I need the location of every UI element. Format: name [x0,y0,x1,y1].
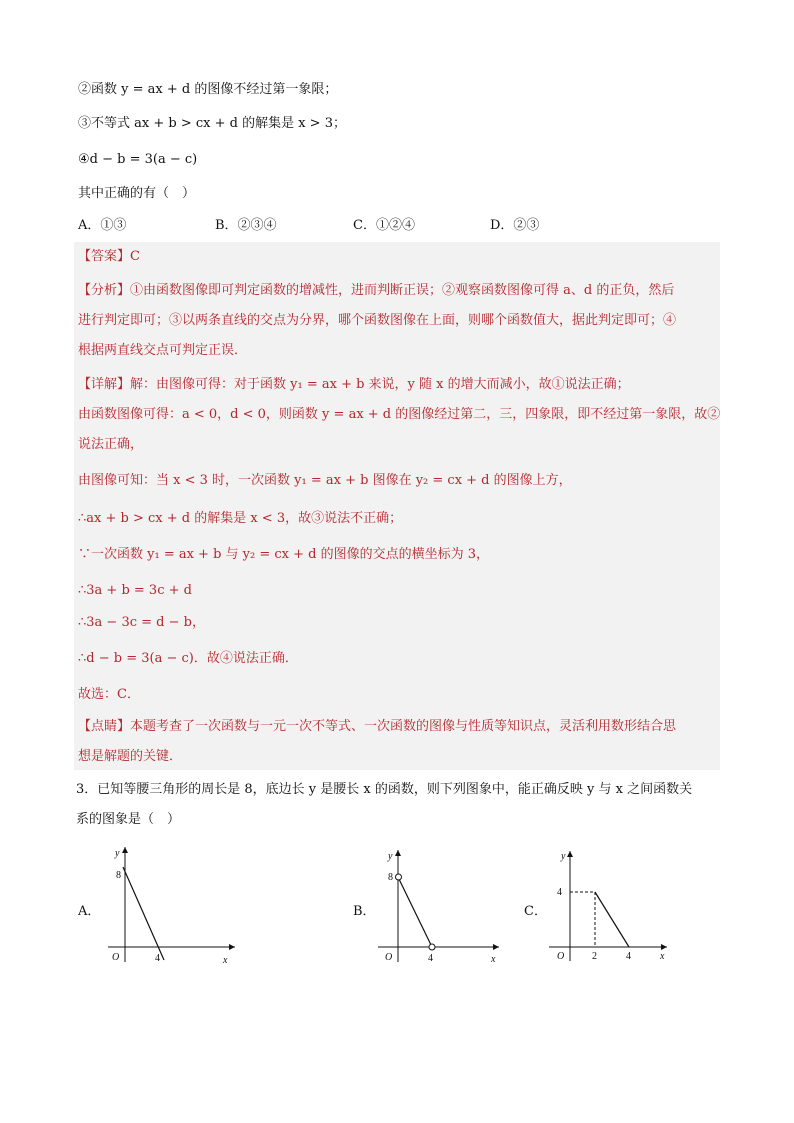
option-a: A．①③ [78,218,127,233]
figure-a-label: A． [78,904,101,919]
option-d: D．②③ [490,218,540,233]
origin-label: O [112,952,120,963]
analysis-line-2: 进行判定即可；③以两条直线的交点为分界，哪个函数图像在上面，则哪个函数值大，据此判定即可；④ [78,313,677,328]
y-axis-label: y [561,851,566,862]
question-3-line-2: 系的图象是（ ） [76,812,181,827]
answer-value: C [130,249,140,264]
y-tick-8: 8 [116,870,121,881]
y-tick-4: 4 [557,887,562,898]
detail-line-2: 由函数图像可得：a < 0，d < 0，则函数 y = ax + d 的图像经过第二，三，四象限，即不经过第一象限，故② [78,407,721,422]
x-tick-4: 4 [626,951,631,962]
answer-row [78,246,140,268]
detail-line-8: ∴3a − 3c = d − b， [78,615,205,630]
question-prompt: 其中正确的有（ ） [78,186,196,201]
x-axis-label: x [660,951,665,962]
graph-line [595,892,629,947]
statement-2: ②函数 y = ax + d 的图像不经过第一象限； [78,82,338,97]
detail-line-9: ∴d − b = 3(a − c)．故④说法正确． [78,651,298,666]
detail-text-1: 解：由图像可得：对于函数 y₁ = ax + b 来说，y 随 x 的增大而减小，故①说法正确； [130,377,630,392]
x-axis-arrow-icon [229,944,235,950]
detail-line-7: ∴3a + b = 3c + d [78,583,192,598]
analysis-line-1 [78,280,674,302]
detail-line-4: 由图像可知：当 x < 3 时，一次函数 y₁ = ax + b 图像在 y₂ = cx + d 的图像上方， [78,473,572,488]
comment-line-1 [78,716,676,738]
figure-a-graph [100,842,240,967]
option-c: C．①②④ [353,218,415,233]
detail-label: 【详解】 [78,377,131,392]
open-point-icon [429,944,435,950]
option-b: B．②③④ [215,218,277,233]
statement-3: ③不等式 ax + b > cx + d 的解集是 x > 3； [78,116,346,131]
open-point-icon [396,874,402,880]
question-3-line-1: 3．已知等腰三角形的周长是 8，底边长 y 是腰长 x 的函数，则下列图象中，能正确反映 y 与 x 之间函数关 [76,782,693,797]
x-tick-4: 4 [428,953,433,964]
figure-c-graph [545,845,675,965]
graph-line [123,867,164,960]
statement-4: ④d − b = 3(a − c) [78,152,198,167]
answer-label: 【答案】 [78,249,131,264]
y-axis-arrow-icon [395,850,401,856]
analysis-line-3: 根据两直线交点可判定正误． [78,343,248,358]
y-axis-arrow-icon [567,851,573,857]
detail-line-3: 说法正确， [78,437,144,452]
origin-label: O [385,952,393,963]
graph-line [398,877,432,947]
x-tick-4: 4 [155,953,160,964]
detail-line-1 [78,374,630,396]
y-tick-8: 8 [388,872,393,883]
analysis-text-1: ①由函数图像即可判定函数的增减性，进而判断正误；②观察函数图像可得 a、d 的正负，然后 [130,283,675,298]
analysis-label: 【分析】 [78,283,131,298]
y-axis-label: y [115,848,120,859]
detail-line-5: ∴ax + b > cx + d 的解集是 x < 3，故③说法不正确； [78,511,403,526]
x-axis-label: x [491,954,496,965]
x-axis-label: x [223,955,228,966]
comment-line-2: 想是解题的关键． [78,749,183,764]
x-tick-2: 2 [592,951,597,962]
y-axis-label: y [388,851,393,862]
figure-b-label: B． [353,904,376,919]
figure-c-label: C． [524,904,547,919]
detail-line-10: 故选：C． [78,687,140,702]
detail-line-6: ∵一次函数 y₁ = ax + b 与 y₂ = cx + d 的图像的交点的横坐标为 3， [78,547,490,562]
figure-b-graph [374,842,504,967]
origin-label: O [557,951,565,962]
y-axis-arrow-icon [122,847,128,853]
comment-text-1: 本题考查了一次函数与一元一次不等式、一次函数的图像与性质等知识点，灵活利用数形结合思 [130,719,677,734]
comment-label: 【点睛】 [78,719,131,734]
x-axis-arrow-icon [493,944,499,950]
x-axis-arrow-icon [661,944,667,950]
